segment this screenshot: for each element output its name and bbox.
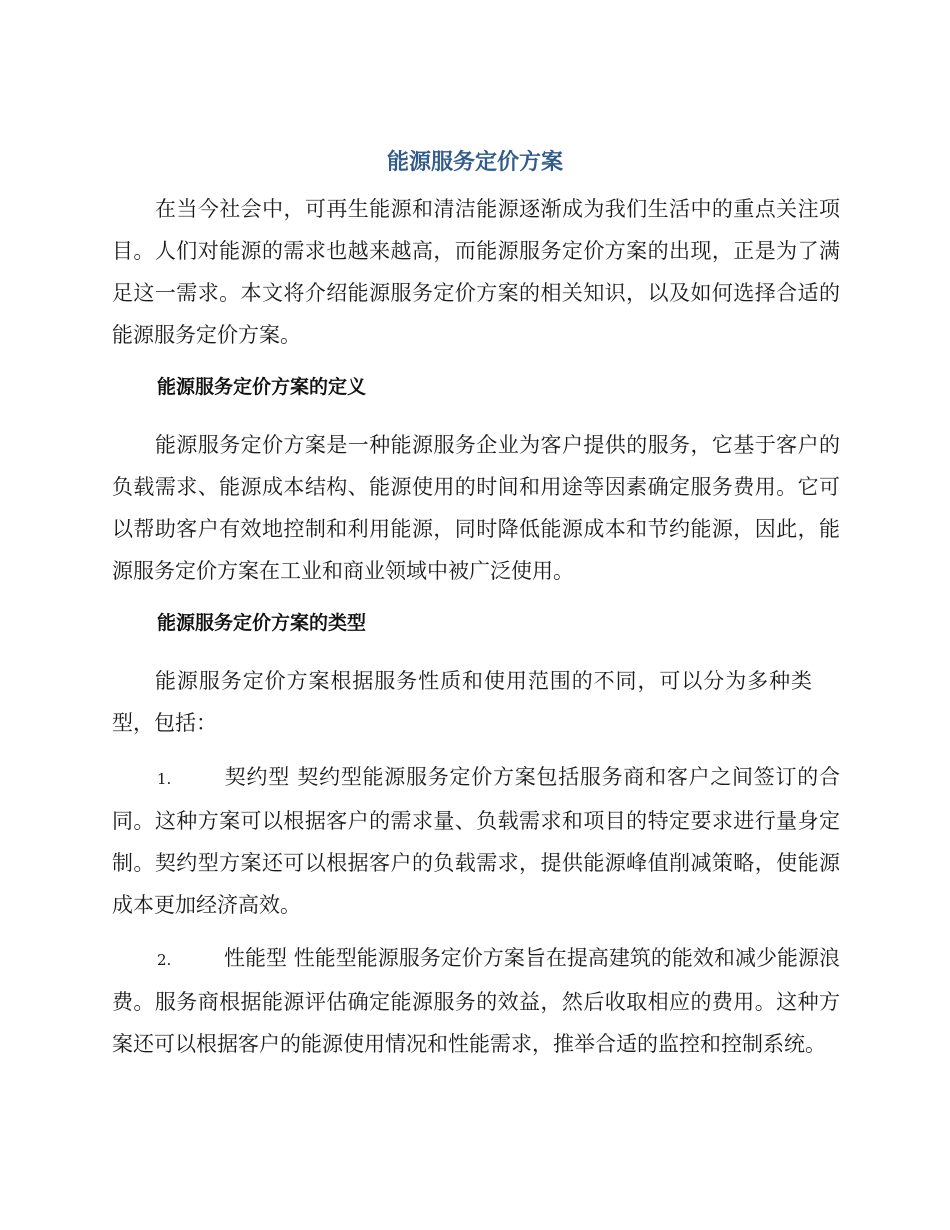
list-item-text: 契约型 契约型能源服务定价方案包括服务商和客户之间签订的合同。这种方案可以根据客户的需求量、负载需求和项目的特定要求进行量身定制。契约型方案还可以根据客户的负载需求，提供能源峰值削减策略，使能源成本更加经济高效。 [112,765,840,917]
list-number: 1. [157,770,172,788]
list-number: 2. [157,951,172,969]
intro-paragraph: 在当今社会中，可再生能源和清洁能源逐渐成为我们生活中的重点关注项目。人们对能源的需求也越来越高，而能源服务定价方案的出现，正是为了满足这一需求。本文将介绍能源服务定价方案的相关知识，以及如何选择合适的能源服务定价方案。 [112,197,840,347]
list-item [112,937,840,1065]
document-title: 能源服务定价方案 [386,150,563,175]
definition-paragraph: 能源服务定价方案是一种能源服务企业为客户提供的服务，它基于客户的负载需求、能源成本结构、能源使用的时间和用途等因素确定服务费用。它可以帮助客户有效地控制和利用能源，同时降低能源成本和节约能源，因此，能源服务定价方案在工业和商业领域中被广泛使用。 [112,433,840,583]
types-intro-paragraph: 能源服务定价方案根据服务性质和使用范围的不同，可以分为多种类型，包括： [112,669,812,735]
section-heading-types: 能源服务定价方案的类型 [157,612,367,634]
list-item [112,756,840,926]
list-item-text: 性能型 性能型能源服务定价方案旨在提高建筑的能效和减少能源浪费。服务商根据能源评估确定能源服务的效益，然后收取相应的费用。这种方案还可以根据客户的能源使用情况和性能需求，推举合适的监控和控制系统。 [112,946,840,1056]
section-heading-definition: 能源服务定价方案的定义 [157,376,367,398]
